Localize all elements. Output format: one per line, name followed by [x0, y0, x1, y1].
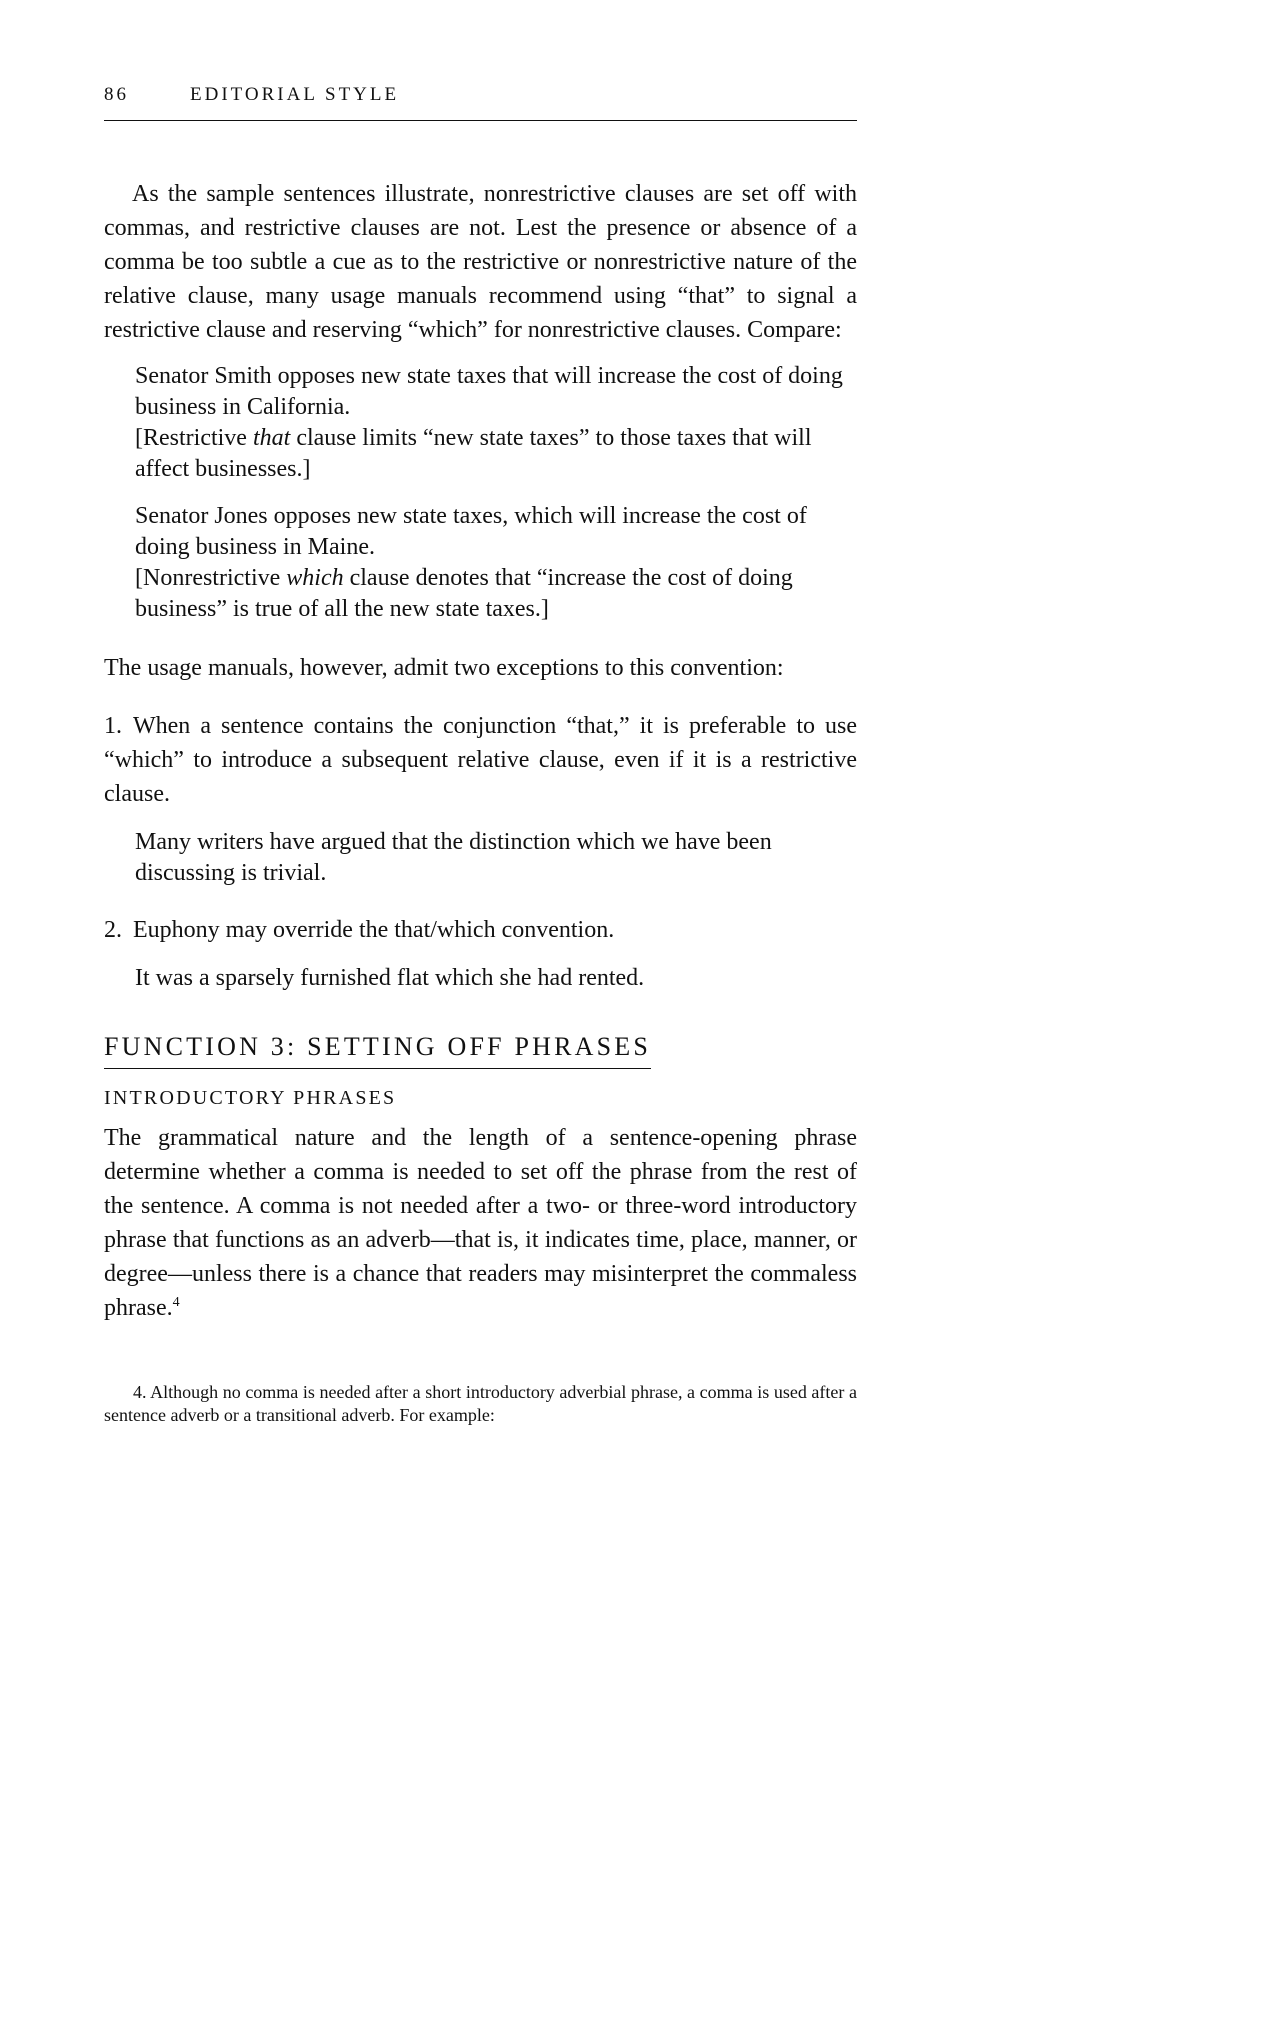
exception-text: Euphony may override the that/which convention.: [133, 917, 615, 943]
example-block: [104, 361, 857, 485]
subsection-title: INTRODUCTORY PHRASES: [104, 1087, 397, 1109]
example-block: [104, 501, 857, 625]
example-note-keyword: that: [252, 425, 291, 451]
footnote-marker: 4: [172, 1295, 180, 1310]
body-paragraph: [104, 1121, 857, 1325]
example-sentence: Senator Jones opposes new state taxes, which will increase the cost of doing business in Maine.: [135, 503, 807, 560]
page-number: 86: [104, 84, 129, 105]
exception-item: [104, 913, 857, 947]
exception-number: 2.: [104, 917, 122, 943]
main-text: [104, 177, 857, 1325]
exception-example: It was a sparsely furnished flat which she had rented.: [135, 965, 645, 991]
exception-item: [104, 709, 857, 811]
example-note-suffix: clause limits “new state taxes” to those taxes that will affect businesses.]: [135, 425, 812, 482]
section-title: FUNCTION 3: SETTING OFF PHRASES: [104, 1030, 651, 1069]
running-header: [104, 84, 857, 121]
running-title: EDITORIAL STYLE: [190, 84, 400, 105]
example-note-keyword: which: [286, 565, 344, 591]
exceptions-intro: The usage manuals, however, admit two exceptions to this convention:: [104, 655, 784, 681]
example-note-suffix: clause denotes that “increase the cost of doing business” is true of all the new state taxes.]: [135, 565, 793, 622]
footnote-number: 4.: [133, 1382, 147, 1402]
intro-paragraph: As the sample sentences illustrate, nonrestrictive clauses are set off with commas, and restrictive clauses are not. Lest the presence or absence of a comma be too subtle a cue as to the restrictive or nonrestrictive nature of the relative clause, many usage manuals recommend using “that” to signal a restrictive clause and reserving “which” for nonrestrictive clauses. Compare:: [104, 181, 857, 343]
exception-number: 1.: [104, 713, 122, 739]
body-paragraph-text: The grammatical nature and the length of a sentence-opening phrase determine whether a comma is needed to set off the phrase from the rest of the sentence. A comma is not needed after a two- or three-word introductory phrase that functions as an adverb—that is, it indicates time, place, manner, or degree—unless there is a chance that readers may misinterpret the commaless phrase.: [104, 1125, 857, 1321]
example-note-prefix: [Restrictive: [135, 425, 253, 451]
example-note: [135, 563, 857, 625]
exception-text: When a sentence contains the conjunction “that,” it is preferable to use “which” to introduce a subsequent relative clause, even if it is a restrictive clause.: [104, 713, 857, 807]
example-sentence: Senator Smith opposes new state taxes that will increase the cost of doing business in California.: [135, 363, 843, 420]
footnote: [104, 1381, 857, 1427]
example-note-prefix: [Nonrestrictive: [135, 565, 287, 591]
footnote-text: Although no comma is needed after a short introductory adverbial phrase, a comma is used after a sentence adverb or a transitional adverb. For example:: [104, 1382, 857, 1425]
example-note: [135, 423, 857, 485]
exception-example: Many writers have argued that the distinction which we have been discussing is trivial.: [135, 829, 772, 886]
